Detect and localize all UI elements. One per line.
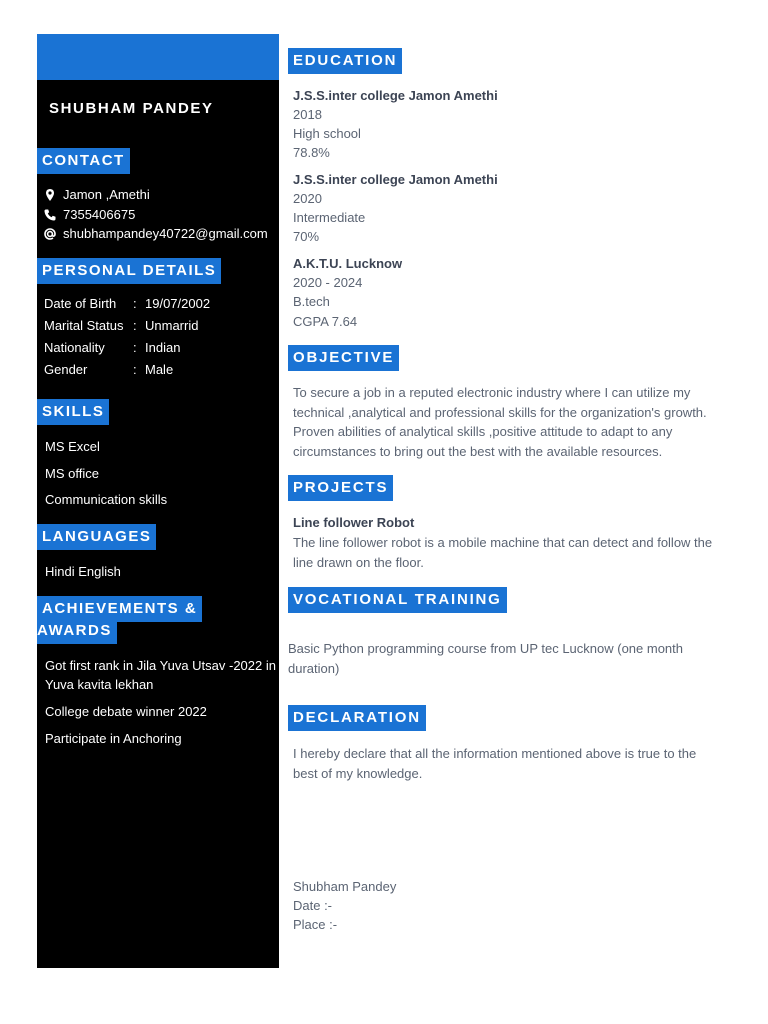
sidebar-header-band	[37, 34, 279, 80]
education-score: 70%	[293, 229, 320, 244]
skill-item: Communication skills	[45, 492, 168, 507]
education-score: CGPA 7.64	[293, 314, 358, 329]
phone-icon	[43, 208, 57, 222]
gender-colon: :	[133, 362, 137, 377]
personal-details-heading: PERSONAL DETAILS	[37, 258, 221, 284]
marital-label: Marital Status	[44, 318, 124, 333]
dob-label: Date of Birth	[44, 296, 117, 311]
education-institution: J.S.S.inter college Jamon Amethi	[293, 88, 498, 103]
candidate-name: SHUBHAM PANDEY	[49, 100, 214, 117]
nationality-colon: :	[133, 340, 137, 355]
signature-place: Place :-	[293, 917, 338, 932]
education-year: 2018	[293, 107, 322, 122]
language-item: Hindi English	[45, 564, 121, 579]
achievement-item: Got first rank in Jila Yuva Utsav -2022 in Yuva kavita lekhan	[45, 658, 276, 692]
education-level: B.tech	[293, 294, 330, 309]
education-level: High school	[293, 126, 361, 141]
dob-colon: :	[133, 296, 137, 311]
skill-item: MS Excel	[45, 439, 100, 454]
contact-phone	[43, 207, 135, 222]
marital-value: Unmarrid	[145, 318, 199, 333]
education-year: 2020 - 2024	[293, 275, 363, 290]
objective-text: To secure a job in a reputed electronic industry where I can utilize my technical ,analytical and professional skills for the organization's growth. Proven abilities of analytical skills ,positive attitude to adapt to any circumstances to bring out the best with the available resources.	[293, 385, 707, 459]
at-sign-icon	[43, 227, 57, 241]
project-title: Line follower Robot	[293, 515, 415, 530]
gender-label: Gender	[44, 362, 88, 377]
education-level: Intermediate	[293, 210, 366, 225]
vocational-training-text: Basic Python programming course from UP tec Lucknow (one month duration)	[288, 641, 683, 676]
contact-heading: CONTACT	[37, 148, 130, 174]
dob-value: 19/07/2002	[145, 296, 211, 311]
skill-item: MS office	[45, 466, 99, 481]
address-text: Jamon ,Amethi	[63, 187, 150, 202]
contact-email[interactable]	[43, 226, 268, 241]
gender-value: Male	[145, 362, 174, 377]
education-institution: J.S.S.inter college Jamon Amethi	[293, 172, 498, 187]
languages-heading: LANGUAGES	[37, 524, 156, 550]
email-text: shubhampandey40722@gmail.com	[63, 226, 268, 241]
nationality-value: Indian	[145, 340, 181, 355]
skills-heading: SKILLS	[37, 399, 109, 425]
signature-date: Date :-	[293, 898, 333, 913]
objective-heading: OBJECTIVE	[288, 345, 399, 371]
education-institution: A.K.T.U. Lucknow	[293, 256, 403, 271]
marital-colon: :	[133, 318, 137, 333]
declaration-text: I hereby declare that all the information mentioned above is true to the best of my knowledge.	[293, 746, 697, 781]
projects-heading: PROJECTS	[288, 475, 393, 501]
nationality-label: Nationality	[44, 340, 105, 355]
achievements-heading-line2: AWARDS	[37, 618, 117, 644]
education-year: 2020	[293, 191, 322, 206]
achievement-item: College debate winner 2022	[45, 704, 207, 719]
location-pin-icon	[43, 188, 57, 202]
contact-address	[43, 187, 150, 202]
education-score: 78.8%	[293, 145, 330, 160]
project-description: The line follower robot is a mobile machine that can detect and follow the line drawn on the floor.	[293, 535, 713, 570]
achievements-heading-line1: ACHIEVEMENTS &	[37, 596, 202, 622]
education-heading: EDUCATION	[288, 48, 402, 74]
phone-text: 7355406675	[63, 207, 136, 222]
declaration-heading: DECLARATION	[288, 705, 426, 731]
achievement-item: Participate in Anchoring	[45, 731, 182, 746]
signature-name: Shubham Pandey	[293, 879, 397, 894]
vocational-training-heading: VOCATIONAL TRAINING	[288, 587, 507, 613]
